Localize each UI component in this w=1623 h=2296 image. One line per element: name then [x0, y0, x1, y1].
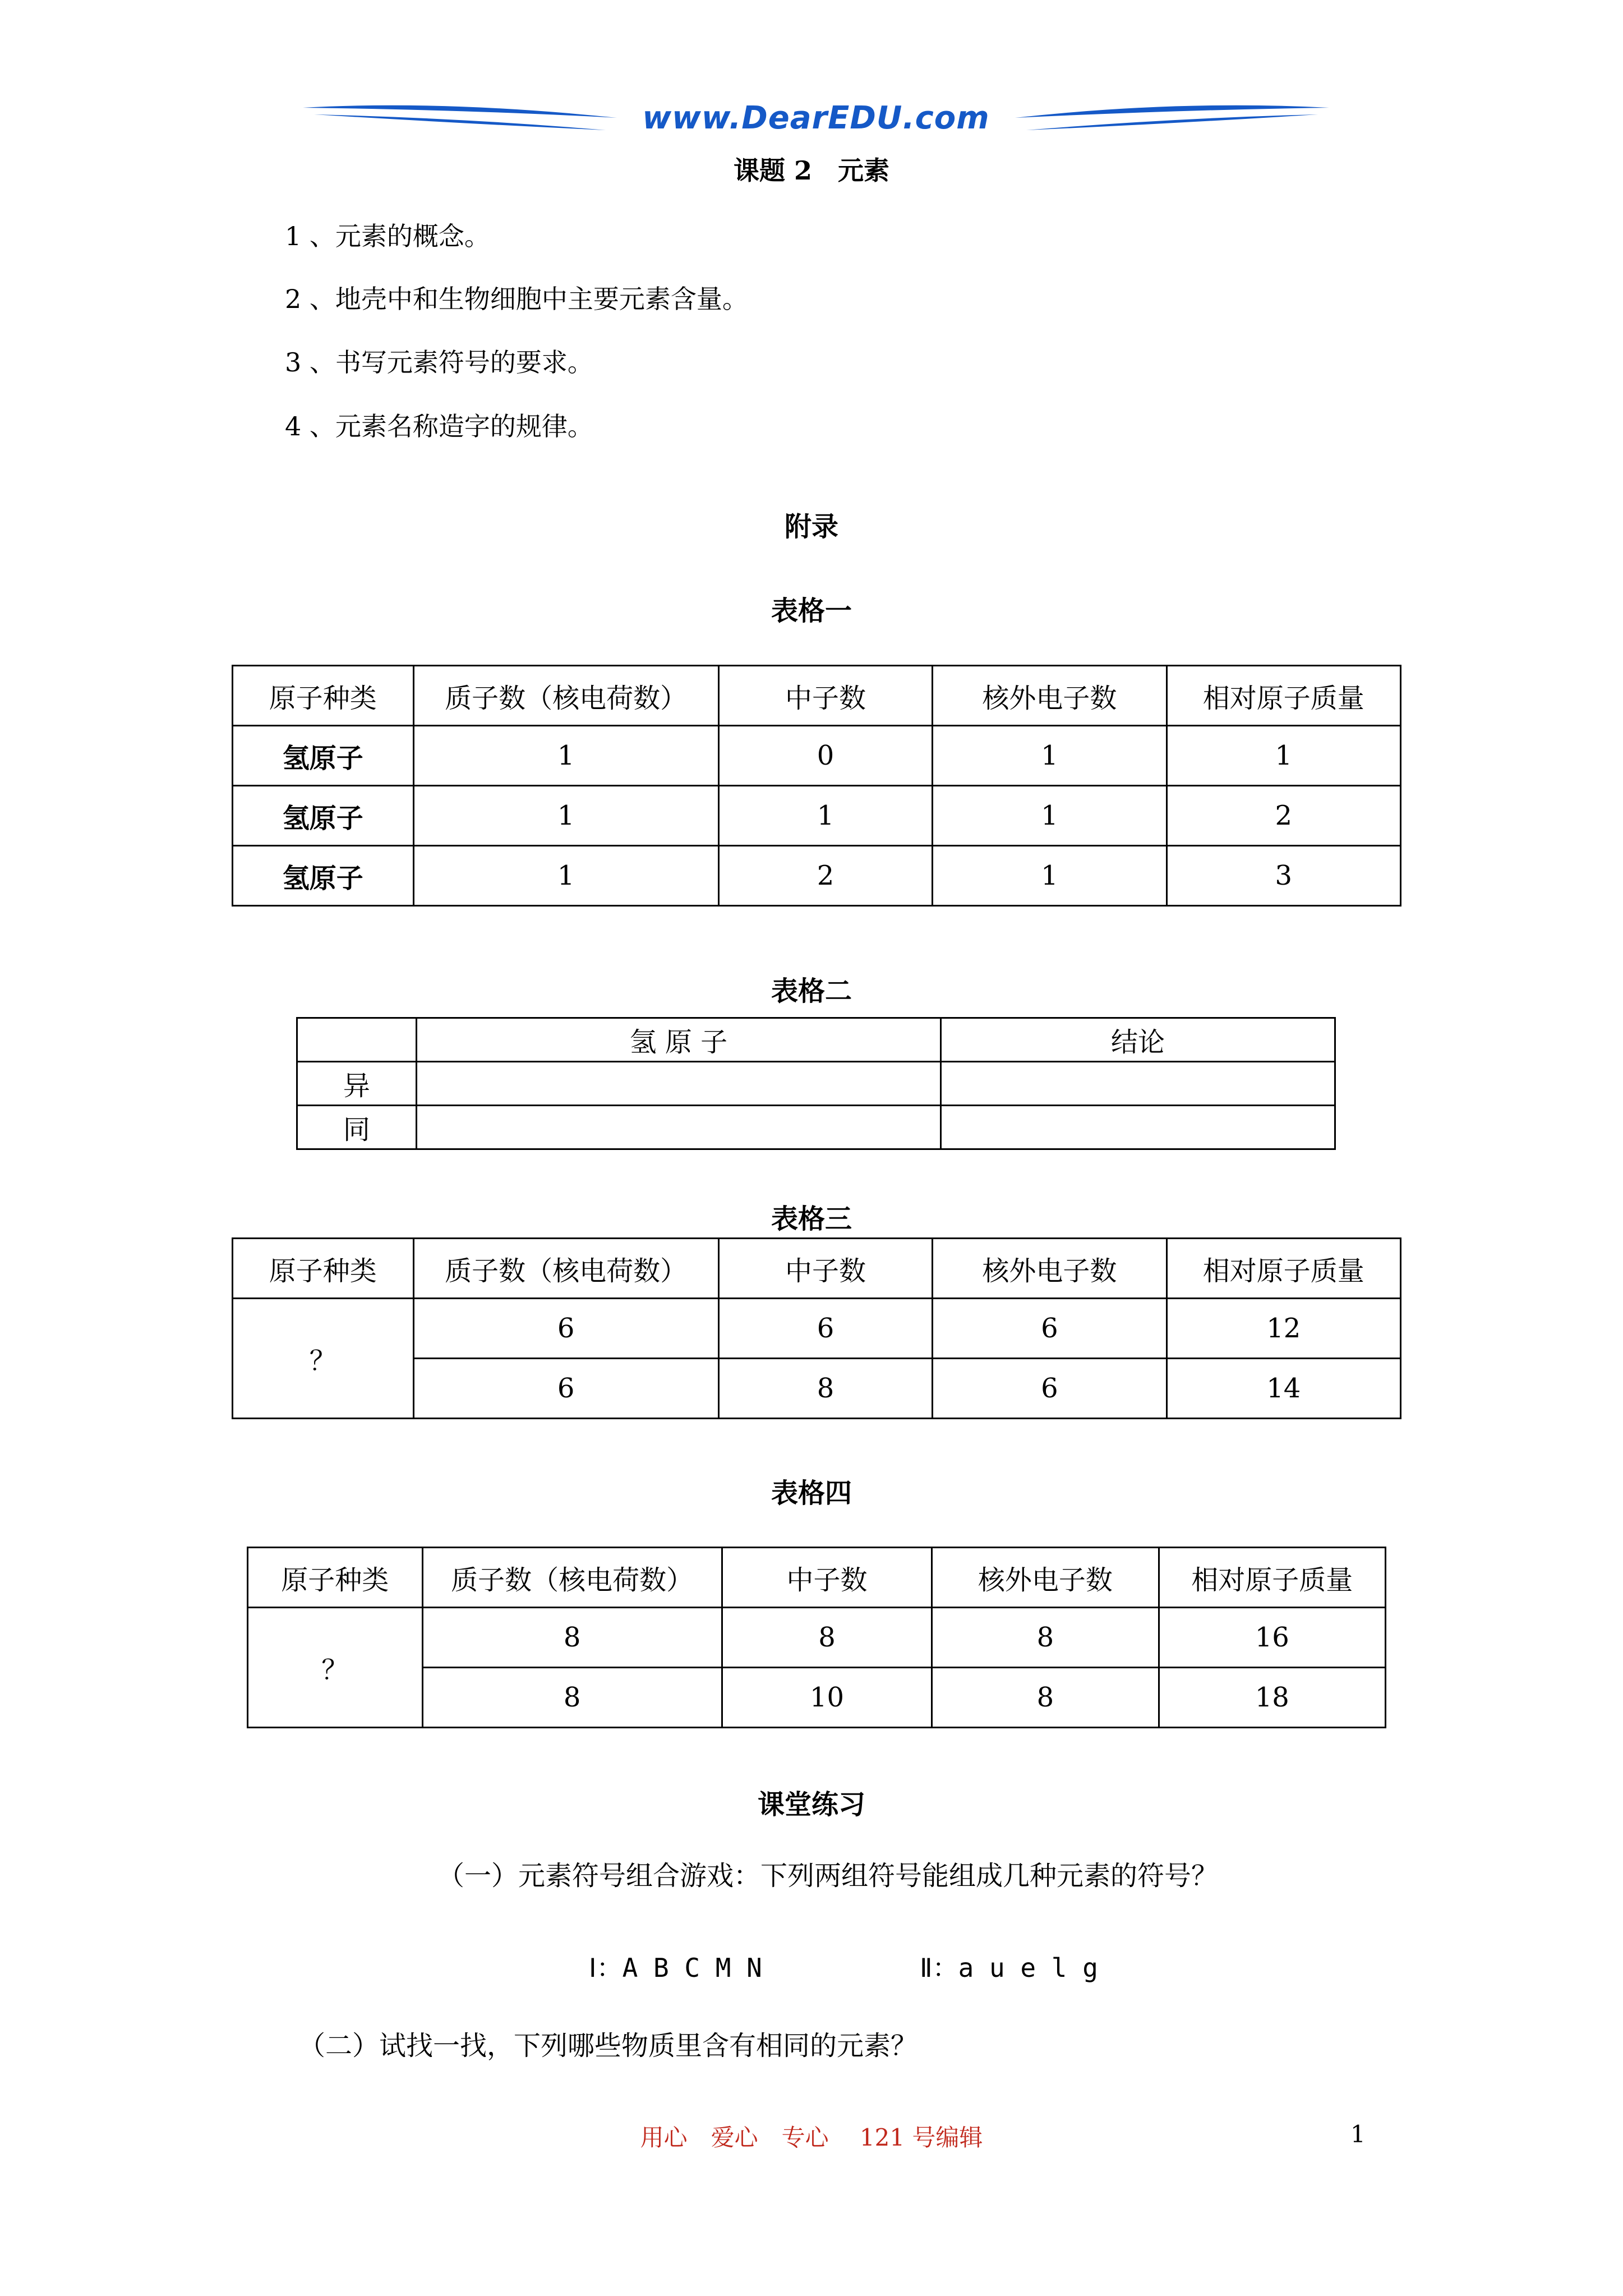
list-item: 2 、地壳中和生物细胞中主要元素含量。: [285, 284, 748, 314]
header-cell: 相对原子质量: [1166, 666, 1400, 726]
header-cell: 相对原子质量: [1159, 1548, 1385, 1608]
table-header-row: [297, 1018, 1335, 1062]
table-cell: 8: [722, 1608, 932, 1668]
table-cell: 8: [422, 1668, 722, 1728]
list-item: 3 、书写元素符号的要求。: [285, 347, 593, 378]
table3-heading: 表格三: [771, 1203, 852, 1235]
table-cell: 氢原子: [233, 846, 414, 906]
table4-heading: 表格四: [771, 1478, 852, 1509]
table-cell: 1: [933, 726, 1166, 786]
table-cell: 1: [1166, 726, 1400, 786]
table-cell: ？: [248, 1608, 423, 1728]
header-cell: 原子种类: [248, 1548, 423, 1608]
page-number: 1: [1350, 2120, 1366, 2148]
table-cell: 异: [297, 1062, 417, 1106]
header-cell: 中子数: [718, 666, 932, 726]
table-cell: [416, 1062, 940, 1106]
table-row: [233, 1299, 1401, 1359]
table-cell: 1: [718, 786, 932, 846]
table2: [296, 1017, 1336, 1150]
table2-heading: 表格二: [771, 976, 852, 1007]
table-cell: 8: [932, 1608, 1159, 1668]
table-row: [233, 786, 1401, 846]
page-title: 课题 2 元素: [733, 155, 890, 186]
header-cell: 中子数: [722, 1548, 932, 1608]
table-cell: 氢原子: [233, 786, 414, 846]
table-cell: 16: [1159, 1608, 1385, 1668]
table-cell: 0: [718, 726, 932, 786]
table-cell: ？: [233, 1299, 414, 1419]
table-cell: 6: [413, 1359, 718, 1419]
site-header: [303, 95, 1329, 146]
table-cell: 1: [413, 786, 718, 846]
table-header-row: [233, 1239, 1401, 1299]
table-cell: 14: [1166, 1359, 1400, 1419]
exercise-heading: 课堂练习: [757, 1789, 865, 1820]
table-cell: [941, 1106, 1335, 1149]
table-cell: 8: [422, 1608, 722, 1668]
header-cell: 相对原子质量: [1166, 1239, 1400, 1299]
header-cell: 中子数: [718, 1239, 932, 1299]
header-cell: 核外电子数: [932, 1548, 1159, 1608]
table-cell: 18: [1159, 1668, 1385, 1728]
table-cell: 同: [297, 1106, 417, 1149]
table-row: [297, 1062, 1335, 1106]
header-cell: 核外电子数: [933, 1239, 1166, 1299]
header-cell: 原子种类: [233, 1239, 414, 1299]
table-cell: 6: [933, 1299, 1166, 1359]
table-cell: 2: [1166, 786, 1400, 846]
table1: [232, 665, 1401, 907]
table-row: [297, 1106, 1335, 1149]
header-cell: 结论: [941, 1018, 1335, 1062]
table-cell: 1: [933, 846, 1166, 906]
footer-text: 用心 爱心 专心 121 号编辑: [640, 2124, 983, 2151]
site-logo-text: www.DearEDU.com: [642, 100, 990, 136]
table-cell: 8: [932, 1668, 1159, 1728]
table-row: [233, 726, 1401, 786]
symbol-group-1: Ⅰ：A B C M N: [589, 1953, 762, 1983]
appendix-heading: 附录: [784, 511, 838, 542]
table-cell: 6: [933, 1359, 1166, 1419]
table-cell: 1: [413, 726, 718, 786]
table-cell: 氢原子: [233, 726, 414, 786]
exercise-question-2: （二）试找一找，下列哪些物质里含有相同的元素？: [298, 2030, 918, 2062]
table-row: [248, 1608, 1386, 1668]
table-cell: 6: [413, 1299, 718, 1359]
table3: [232, 1237, 1401, 1419]
table-header-row: [233, 666, 1401, 726]
table-cell: [416, 1106, 940, 1149]
table4: [247, 1547, 1386, 1728]
header-cell: 核外电子数: [933, 666, 1166, 726]
table-cell: 1: [933, 786, 1166, 846]
table-cell: 6: [718, 1299, 932, 1359]
header-cell: 质子数（核电荷数）: [413, 666, 718, 726]
table-cell: [941, 1062, 1335, 1106]
table-header-row: [248, 1548, 1386, 1608]
list-item: 4 、元素名称造字的规律。: [285, 411, 593, 441]
table1-heading: 表格一: [771, 595, 852, 627]
table-cell: 1: [413, 846, 718, 906]
exercise-question-1: （一）元素符号组合游戏：下列两组符号能组成几种元素的符号？: [437, 1860, 1219, 1892]
table-cell: 8: [718, 1359, 932, 1419]
header-cell: 质子数（核电荷数）: [413, 1239, 718, 1299]
table-cell: 2: [718, 846, 932, 906]
table-cell: 12: [1166, 1299, 1400, 1359]
table-cell: 10: [722, 1668, 932, 1728]
table-row: [233, 846, 1401, 906]
header-cell: 原子种类: [233, 666, 414, 726]
table-cell: 3: [1166, 846, 1400, 906]
header-cell: 氢 原 子: [416, 1018, 940, 1062]
symbol-group-2: Ⅱ：a u e l g: [920, 1953, 1098, 1983]
list-item: 1 、元素的概念。: [285, 221, 490, 251]
header-cell: 质子数（核电荷数）: [422, 1548, 722, 1608]
header-cell: [297, 1018, 417, 1062]
